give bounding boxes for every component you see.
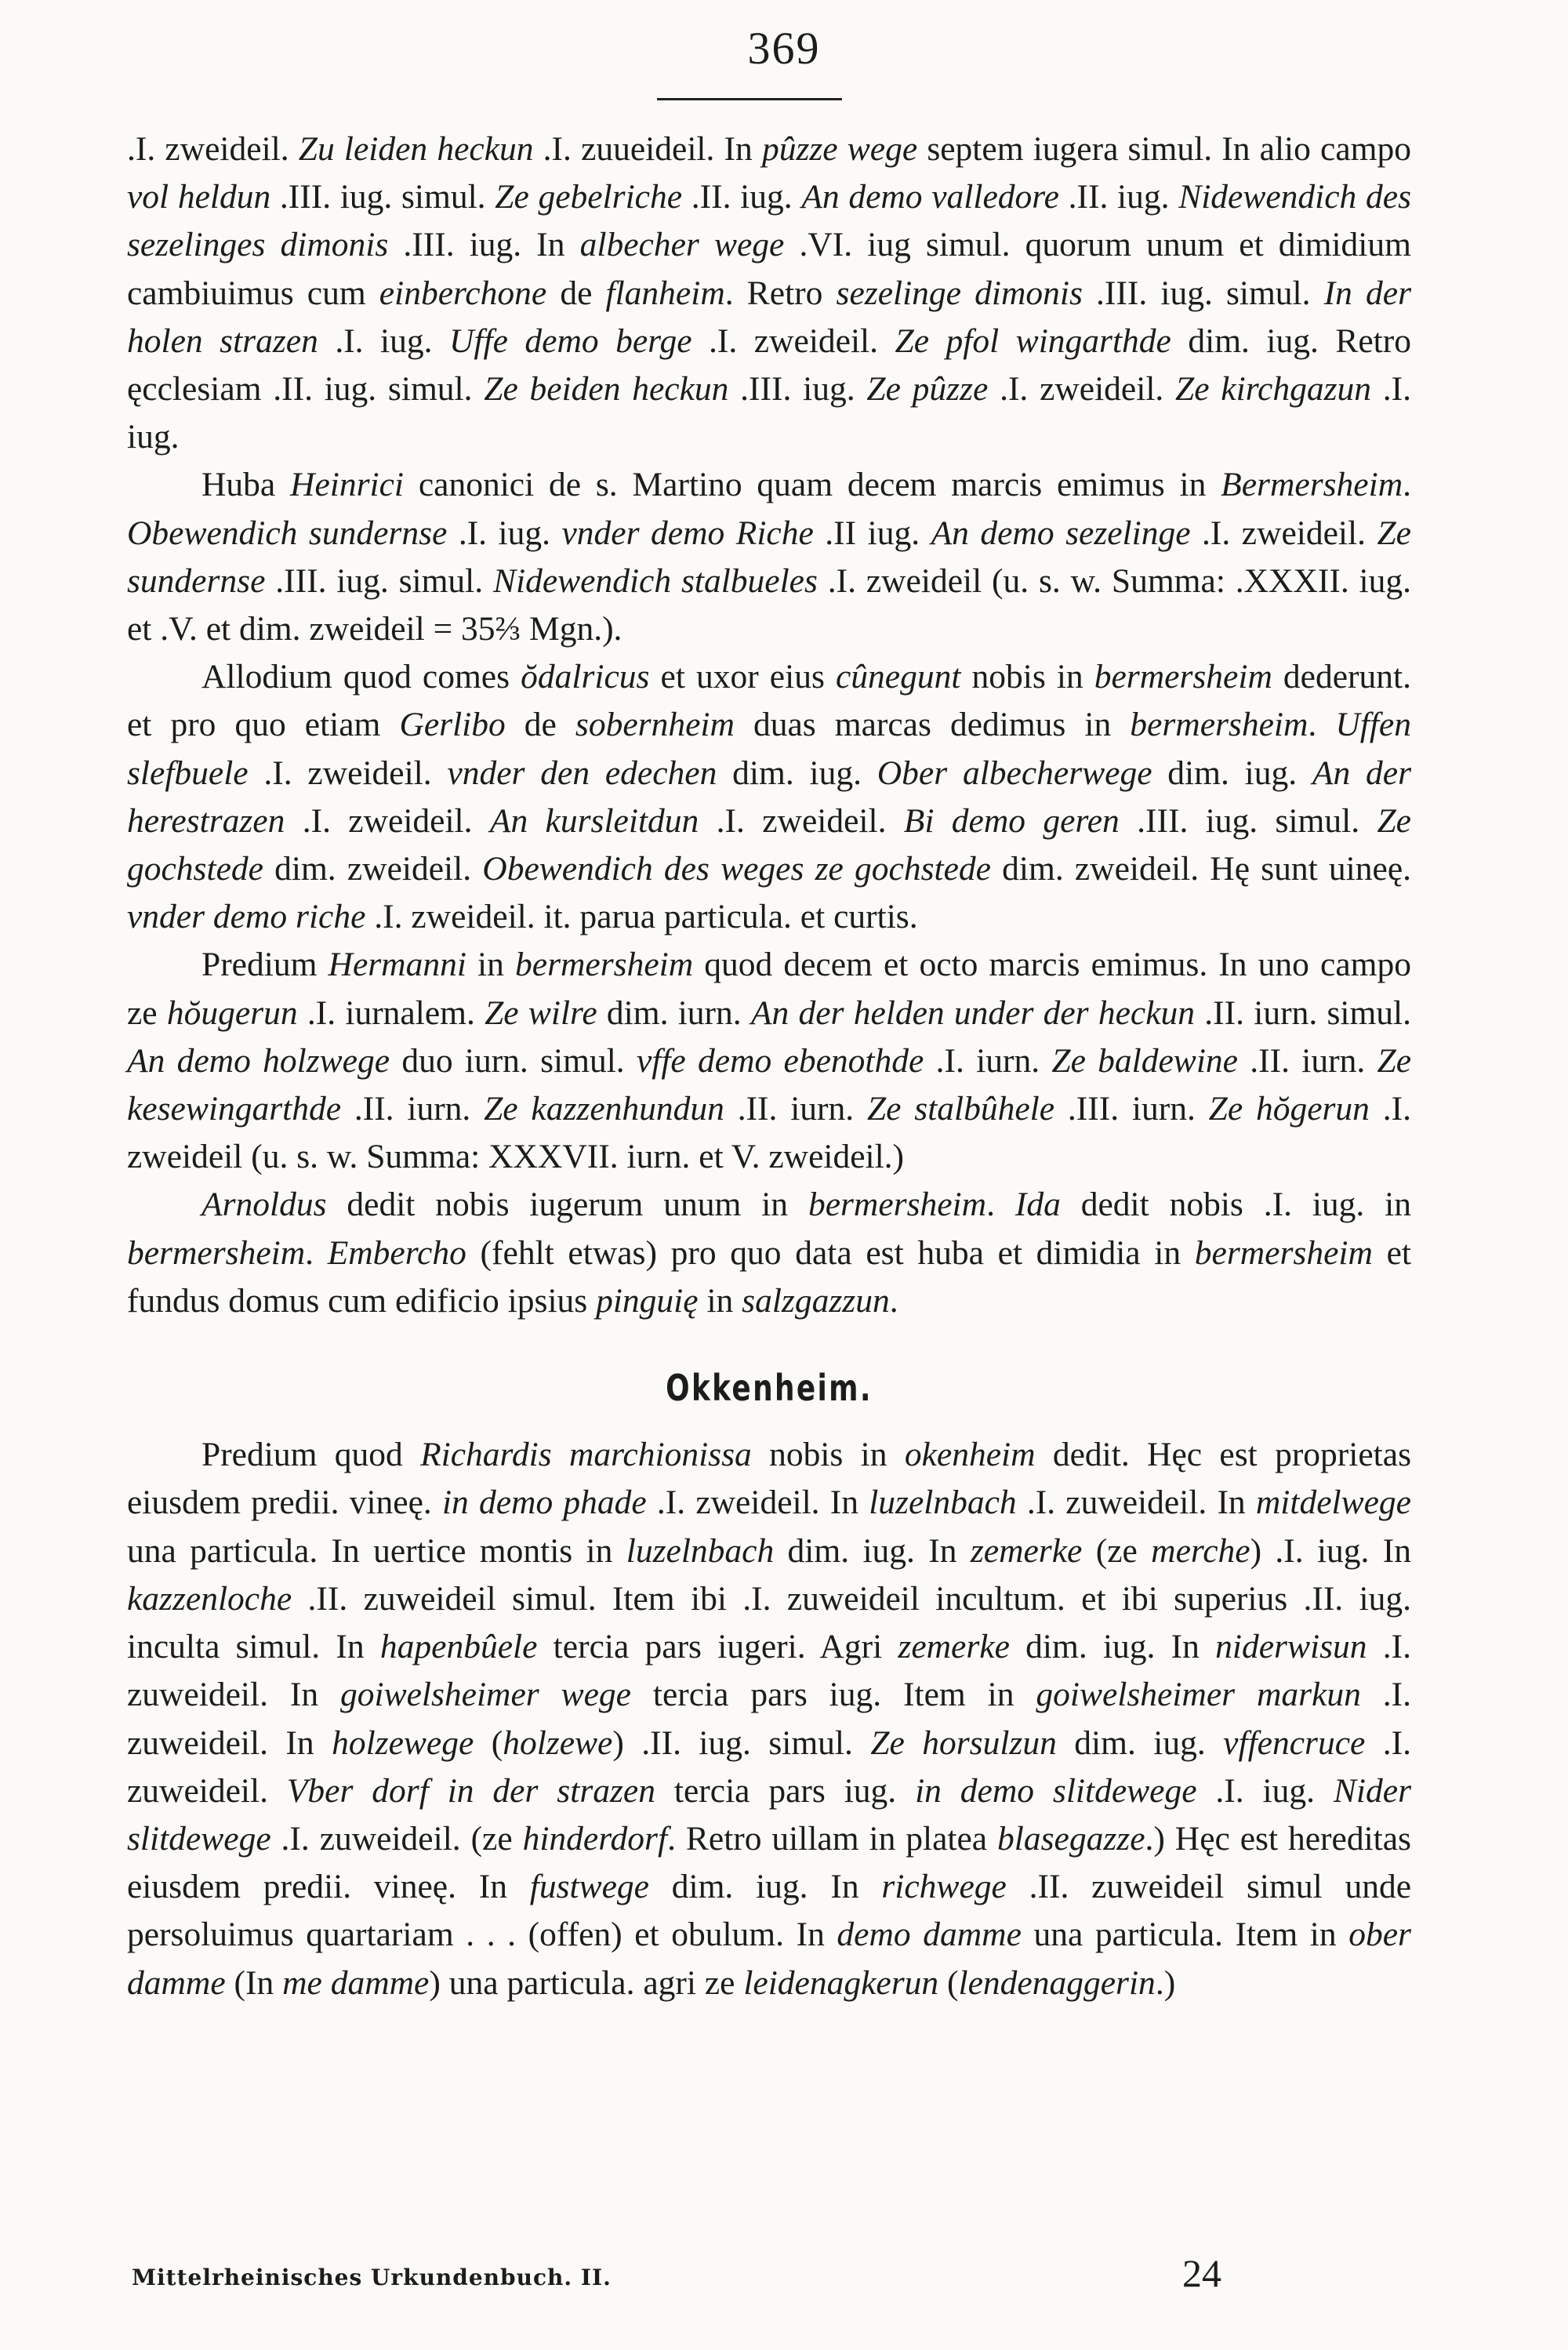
paragraph: Predium quod Richardis marchionissa nobis in okenheim dedit. Hęc est proprietas eiusdem predii. vineę. in demo phade .I. zweideil. In luzelnbach .I. zuweideil. In mitdelwege una particula. In uertice montis in luzelnbach dim. iug. In zemerke (ze merche) .I. iug. In kazzenloche .II. zuweideil simul. Item ibi .I. zuweideil incultum. et ibi superius .II. iug. inculta simul. In hapenbûele tercia pars iugeri. Agri zemerke dim. iug. In niderwisun .I. zuweideil. In goiwelsheimer wege tercia pars iug. Item in goiwelsheimer markun .I. zuweideil. In holzewege (holzewe) .II. iug. simul. Ze horsulzun dim. iug. vffencruce .I. zuweideil. Vber dorf in der strazen tercia pars iug. in demo slitdewege .I. iug. Nider slitdewege .I. zuweideil. (ze hinderdorf. Retro uillam in platea blasegazze.) Hęc est hereditas eiusdem predii. vineę. In fustwege dim. iug. In richwege .II. zuweideil simul unde persoluimus quartariam . . . (offen) et obulum. In demo damme una particula. Item in ober damme (In me damme) una particula. agri ze leidenagkerun (lendenaggerin.) xyxy=(127,1436,1412,2002)
paragraph: Predium Hermanni in bermersheim quod decem et octo marcis emimus. In uno campo ze hŏugerun .I. iurnalem. Ze wilre dim. iurn. An der helden under der heckun .II. iurn. simul. An demo holzwege duo iurn. simul. vffe demo ebenothde .I. iurn. Ze baldewine .II. iurn. Ze kesewingarthde .II. iurn. Ze kazzenhundun .II. iurn. Ze stalbûhele .III. iurn. Ze hŏgerun .I. zweideil (u. s. w. Summa: XXXVII. iurn. et V. zweideil.) xyxy=(127,946,1412,1176)
paragraph: Allodium quod comes ŏdalricus et uxor eius cûnegunt nobis in bermersheim dederunt. et pro quo etiam Gerlibo de sobernheim duas marcas dedimus in bermersheim. Uffen slefbuele .I. zweideil. vnder den edechen dim. iug. Ober albecherwege dim. iug. An der herestrazen .I. zweideil. An kursleitdun .I. zweideil. Bi demo geren .III. iug. simul. Ze gochstede dim. zweideil. Obewendich des weges ze gochstede dim. zweideil. Hę sunt uineę. vnder demo riche .I. zweideil. it. parua particula. et curtis. xyxy=(127,658,1412,936)
paragraph-group-okkenheim xyxy=(127,1431,1411,2007)
paragraph-group-bermersheim xyxy=(127,125,1411,1325)
section-heading: Okkenheim. xyxy=(666,1367,873,1410)
paragraph: .I. zweideil. Zu leiden heckun .I. zuueideil. In pûzze wege septem iugera simul. In alio campo vol heldun .III. iug. simul. Ze gebelriche .II. iug. An demo valledore .II. iug. Nidewendich des sezelinges dimonis .III. iug. In albecher wege .VI. iug simul. quorum unum et dimidium cambiuimus cum einberchone de flanheim. Retro sezelinge dimonis .III. iug. simul. In der holen strazen .I. iug. Uffe demo berge .I. zweideil. Ze pfol wingarthde dim. iug. Retro ęcclesiam .II. iug. simul. Ze beiden heckun .III. iug. Ze pûzze .I. zweideil. Ze kirchgazun .I. iug. xyxy=(127,130,1411,456)
page-number-rule xyxy=(657,98,842,100)
footer-title: Mittelrheinisches Urkundenbuch. II. xyxy=(132,2265,612,2290)
page-number: 369 xyxy=(747,23,821,74)
main-text xyxy=(127,125,1411,2007)
signature-number: 24 xyxy=(1182,2251,1221,2295)
paragraph: Arnoldus dedit nobis iugerum unum in bermersheim. Ida dedit nobis .I. iug. in bermersheim. Embercho (fehlt etwas) pro quo data est huba et dimidia in bermersheim et fundus domus cum edificio ipsius pinguię in salzgazzun. xyxy=(127,1186,1412,1320)
paragraph: Huba Heinrici canonici de s. Martino quam decem marcis emimus in Bermersheim. Obewendich sundernse .I. iug. vnder demo Riche .II iug. An demo sezelinge .I. zweideil. Ze sundernse .III. iug. simul. Nidewendich stalbueles .I. zweideil (u. s. w. Summa: .XXXII. iug. et .V. et dim. zweideil = 35⅔ Mgn.). xyxy=(127,466,1411,648)
